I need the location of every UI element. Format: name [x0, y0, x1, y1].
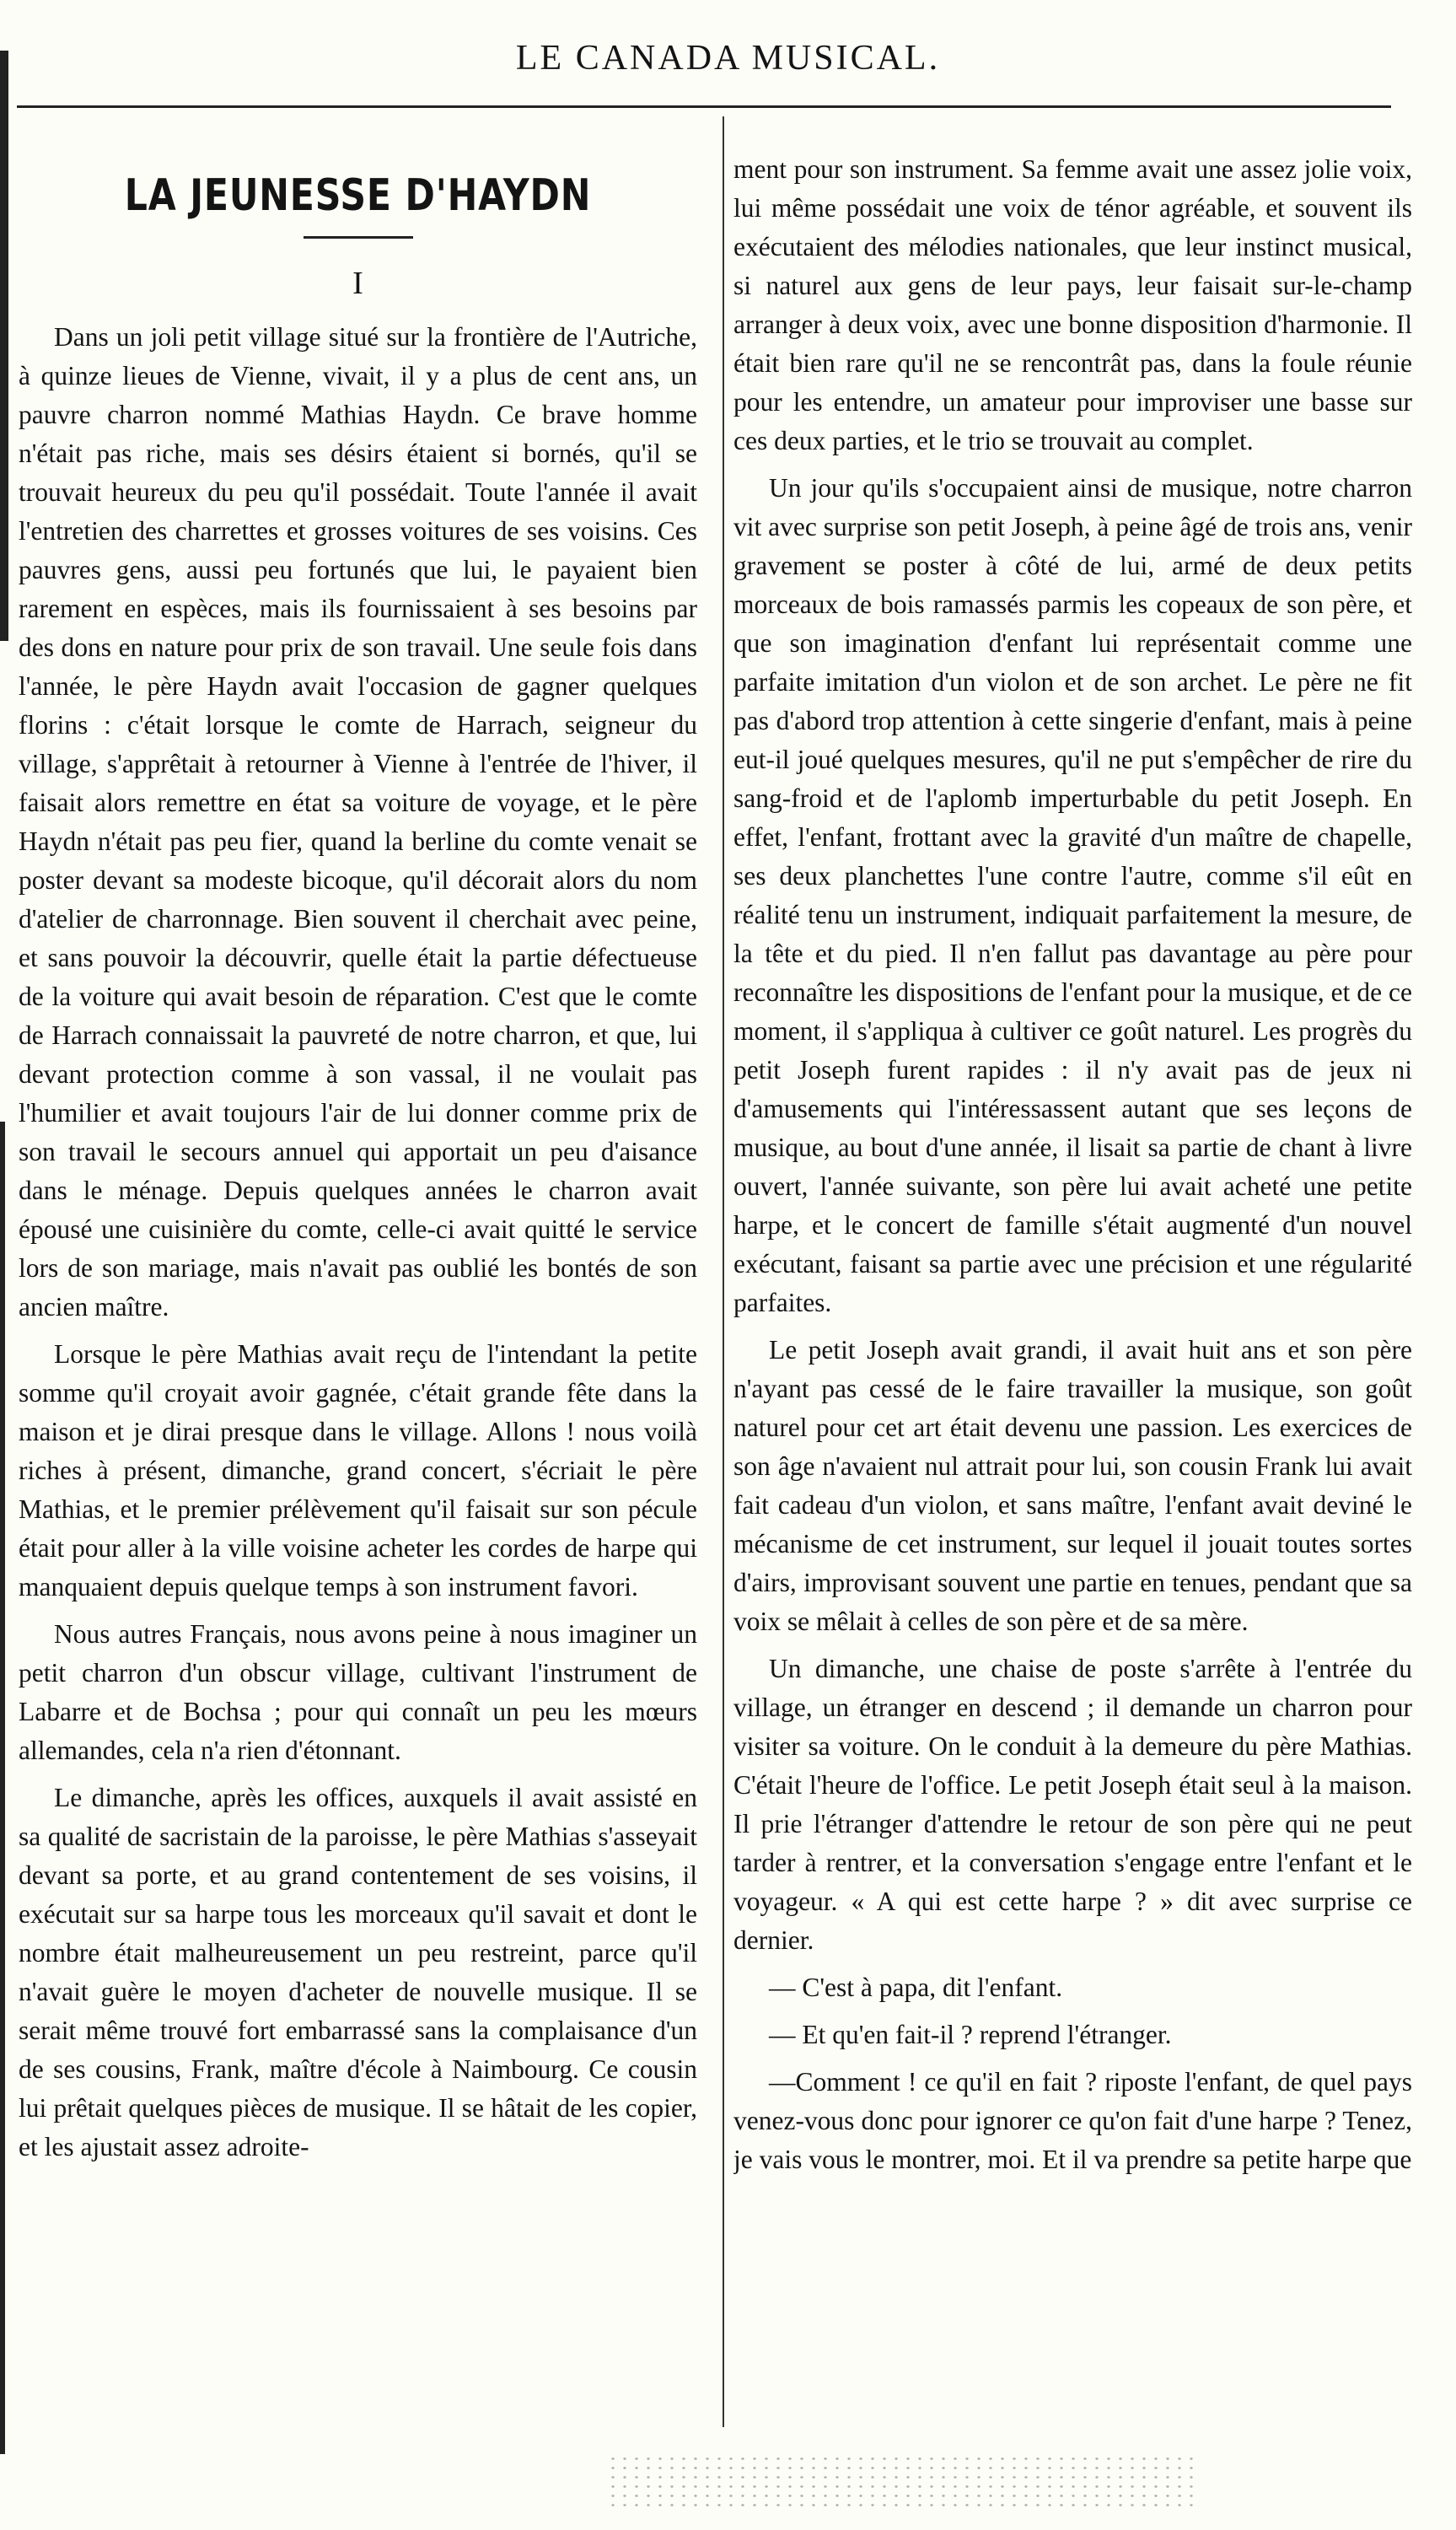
scan-edge-mark [0, 1122, 5, 2454]
title-rule [304, 236, 413, 239]
section-number: I [352, 266, 363, 301]
header-rule [17, 105, 1391, 108]
paragraph: Un dimanche, une chaise de poste s'arrête à l'entrée du village, un étranger en descend ; il demande un charron pour visiter sa voiture. On le conduit à la demeure du père Mathias. C'était l'heure de l'office. Le petit Joseph était seul à la maison. Il prie l'étranger d'attendre le retour de son père qui ne peut tarder à rentrer, et la conversation s'engage entre l'enfant et le voyageur. « A qui est cette harpe ? » dit avec surprise ce dernier. [733, 1654, 1412, 1955]
paragraph: ment pour son instrument. Sa femme avait une assez jolie voix, lui même possédait une voix de ténor agréable, et souvent ils exécutaient des mélodies nationales, que leur instinct musical, si naturel aux gens de leur pays, leur faisait sur-le-champ arranger à deux voix, avec une bonne disposition d'harmonie. Il était bien rare qu'il ne se rencontrât pas, dans la foule réunie pour les entendre, un amateur pour improviser une basse sur ces deux parties, et le trio se trouvait au complet. [733, 154, 1412, 455]
paragraph: Le petit Joseph avait grandi, il avait huit ans et son père n'ayant pas cessé de le faire travailler la musique, son goût naturel pour cet art était devenu une passion. Les exercices de son âge n'avaient nul attrait pour lui, son cousin Frank lui avait fait cadeau d'un violon, et sans maître, l'enfant avait deviné le mécanisme de cet instrument, sur lequel il jouait toutes sortes d'airs, improvisant souvent une partie en tenues, pendant que sa voix se mêlait à celles de son père et de sa mère. [733, 1335, 1412, 1636]
right-column [733, 150, 1412, 2427]
paragraph: Nous autres Français, nous avons peine à nous imaginer un petit charron d'un obscur village, cultivant l'instrument de Labarre et de Bochsa ; pour qui connaît un peu les mœurs allemandes, cela n'a rien d'étonnant. [19, 1619, 697, 1765]
paragraph: — Et qu'en fait-il ? reprend l'étranger. [769, 2020, 1172, 2049]
scan-edge-mark [0, 51, 8, 641]
paragraph: —Comment ! ce qu'il en fait ? riposte l'enfant, de quel pays venez-vous donc pour ignorer ce qu'on fait d'une harpe ? Tenez, je vais vous le montrer, moi. Et il va prendre sa petite harpe que [733, 2067, 1412, 2174]
left-column [19, 152, 697, 2429]
paragraph: Lorsque le père Mathias avait reçu de l'intendant la petite somme qu'il croyait avoir gagnée, c'était grande fête dans la maison et je dirai presque dans le village. Allons ! nous voilà riches à présent, dimanche, grand concert, s'écriait le père Mathias, et le premier prélèvement qu'il faisait sur son pécule était pour aller à la ville voisine acheter les cordes de harpe qui manquaient depuis quelque temps à son instrument favori. [19, 1339, 697, 1601]
paragraph: Un jour qu'ils s'occupaient ainsi de musique, notre charron vit avec surprise son petit Joseph, à peine âgé de trois ans, venir gravement se poster à côté de lui, armé de deux petits morceaux de bois ramassés parmis les copeaux de son père, et que son imagination d'enfant lui représentait comme une parfaite imitation d'un violon et de son archet. Le père ne fit pas d'abord trop attention à cette singerie d'enfant, mais à peine eut-il joué quelques mesures, qu'il ne put s'empêcher de rire du sang-froid et de l'aplomb imperturbable du petit Joseph. En effet, l'enfant, frottant avec la gravité d'un maître de chapelle, ses deux planchettes l'une contre l'autre, comme s'il eût en réalité tenu un instrument, indiquait parfaitement la mesure, de la tête et du pied. Il n'en fallut pas davantage au père pour reconnaître les dispositions de l'enfant pour la musique, et de ce moment, il s'appliqua à cultiver ce goût naturel. Les progrès du petit Joseph furent rapides : il n'y avait pas de jeux ni d'amusements qui l'intéressassent autant que ses leçons de musique, au bout d'une année, il lisait sa partie de chant à livre ouvert, l'année suivante, son père lui avait acheté une petite harpe, et le concert de famille s'était augmenté d'un nouvel exécutant, faisant sa partie avec une précision et une régularité parfaites. [733, 473, 1412, 1317]
column-divider [723, 116, 724, 2427]
print-speckle [607, 2454, 1197, 2513]
paragraph: — C'est à papa, dit l'enfant. [769, 1973, 1063, 2002]
journal-title: LE CANADA MUSICAL. [515, 39, 941, 78]
article-title: LA JEUNESSE D'HAYDN [124, 170, 592, 221]
paragraph: Le dimanche, après les offices, auxquels il avait assisté en sa qualité de sacristain de la paroisse, le père Mathias s'asseyait devant sa porte, et au grand contentement de ses voisins, il exécutait sur sa harpe tous les morceaux qu'il savait et dont le nombre était malheureusement un peu restreint, parce qu'il n'avait guère le moyen d'acheter de nouvelle musique. Il se serait même trouvé fort embarrassé sans la complaisance d'un de ses cousins, Frank, maître d'école à Naimbourg. Ce cousin lui prêtait quelques pièces de musique. Il se hâtait de les copier, et les ajustait assez adroite- [19, 1783, 697, 2161]
paragraph: Dans un joli petit village situé sur la frontière de l'Autriche, à quinze lieues de Vienne, vivait, il y a plus de cent ans, un pauvre charron nommé Mathias Haydn. Ce brave homme n'était pas riche, mais ses désirs étaient si bornés, qu'il se trouvait heureux du peu qu'il possédait. Toute l'année il avait l'entretien des charrettes et grosses voitures de ses voisins. Ces pauvres gens, aussi peu fortunés que lui, le payaient bien rarement en espèces, mais ils fournissaient à ses besoins par des dons en nature pour prix de son travail. Une seule fois dans l'année, le père Haydn avait l'occasion de gagner quelques florins : c'était lorsque le comte de Harrach, seigneur du village, s'apprêtait à retourner à Vienne à l'entrée de l'hiver, il faisait alors remettre en état sa voiture de voyage, et le père Haydn n'était pas peu fier, quand la berline du comte venait se poster devant sa modeste bicoque, qu'il décorait alors du nom d'atelier de charronnage. Bien souvent il cherchait avec peine, et sans pouvoir la découvrir, quelle était la partie défectueuse de la voiture qui avait besoin de réparation. C'est que le comte de Harrach connaissait la pauvreté de notre charron, et que, lui devant protection comme à son vassal, il ne voulait pas l'humilier et avait toujours l'air de lui donner comme prix de son travail le secours annuel qui apportait un peu d'aisance dans le ménage. Depuis quelques années le charron avait épousé une cuisinière du comte, celle-ci avait quitté le service lors de son mariage, mais n'avait pas oublié les bontés de son ancien maître. [19, 322, 697, 1322]
